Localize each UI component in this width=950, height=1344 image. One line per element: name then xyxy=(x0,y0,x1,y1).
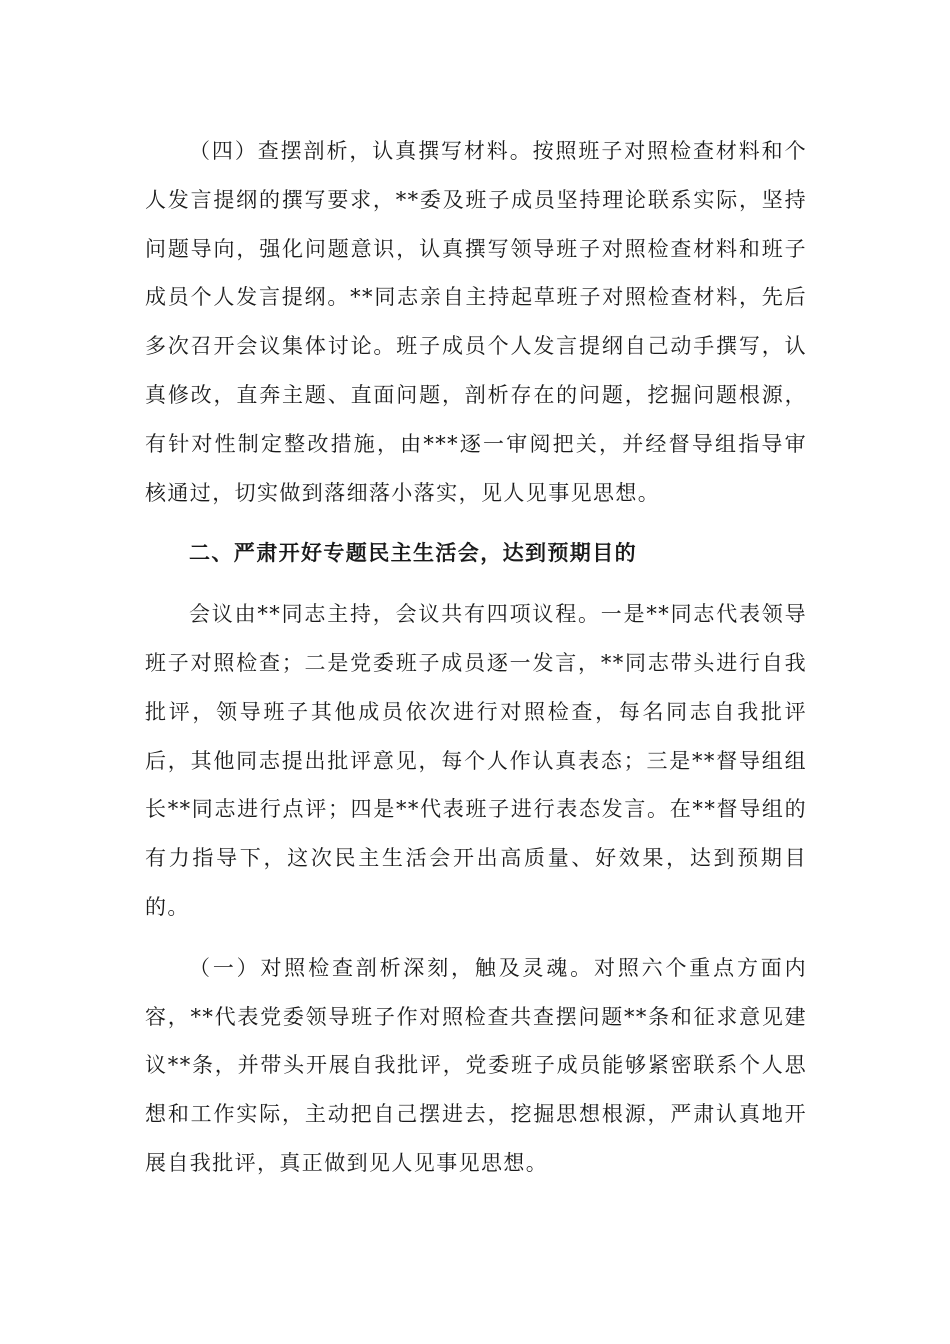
section-heading: 二、严肃开好专题民主生活会，达到预期目的 xyxy=(189,541,637,566)
paragraph-self-criticism: （一）对照检查剖析深刻，触及灵魂。对照六个重点方面内容，**代表党委领导班子作对照检查共查摆问题**条和征求意见建议**条，并带头开展自我批评，党委班子成员能够紧密联系个人思想和工作实际，主动把自己摆进去，挖掘思想根源，严肃认真地开展自我批评，真正做到见人见事见思想。 xyxy=(145,955,807,1175)
document-body xyxy=(145,127,807,1188)
paragraph-review-analysis: （四）查摆剖析，认真撰写材料。按照班子对照检查材料和个人发言提纲的撰写要求，**委及班子成员坚持理论联系实际，坚持问题导向，强化问题意识，认真撰写领导班子对照检查材料和班子成员个人发言提纲。**同志亲自主持起草班子对照检查材料，先后多次召开会议集体讨论。班子成员个人发言提纲自己动手撰写，认真修改，直奔主题、直面问题，剖析存在的问题，挖掘问题根源，有针对性制定整改措施，由***逐一审阅把关，并经督导组指导审核通过，切实做到落细落小落实，见人见事见思想。 xyxy=(145,139,807,505)
paragraph-meeting-agenda: 会议由**同志主持，会议共有四项议程。一是**同志代表领导班子对照检查；二是党委班子成员逐一发言，**同志带头进行自我批评，领导班子其他成员依次进行对照检查，每名同志自我批评后，其他同志提出批评意见，每个人作认真表态；三是**督导组组长**同志进行点评；四是**代表班子进行表态发言。在**督导组的有力指导下，这次民主生活会开出高质量、好效果，达到预期目的。 xyxy=(145,602,807,919)
